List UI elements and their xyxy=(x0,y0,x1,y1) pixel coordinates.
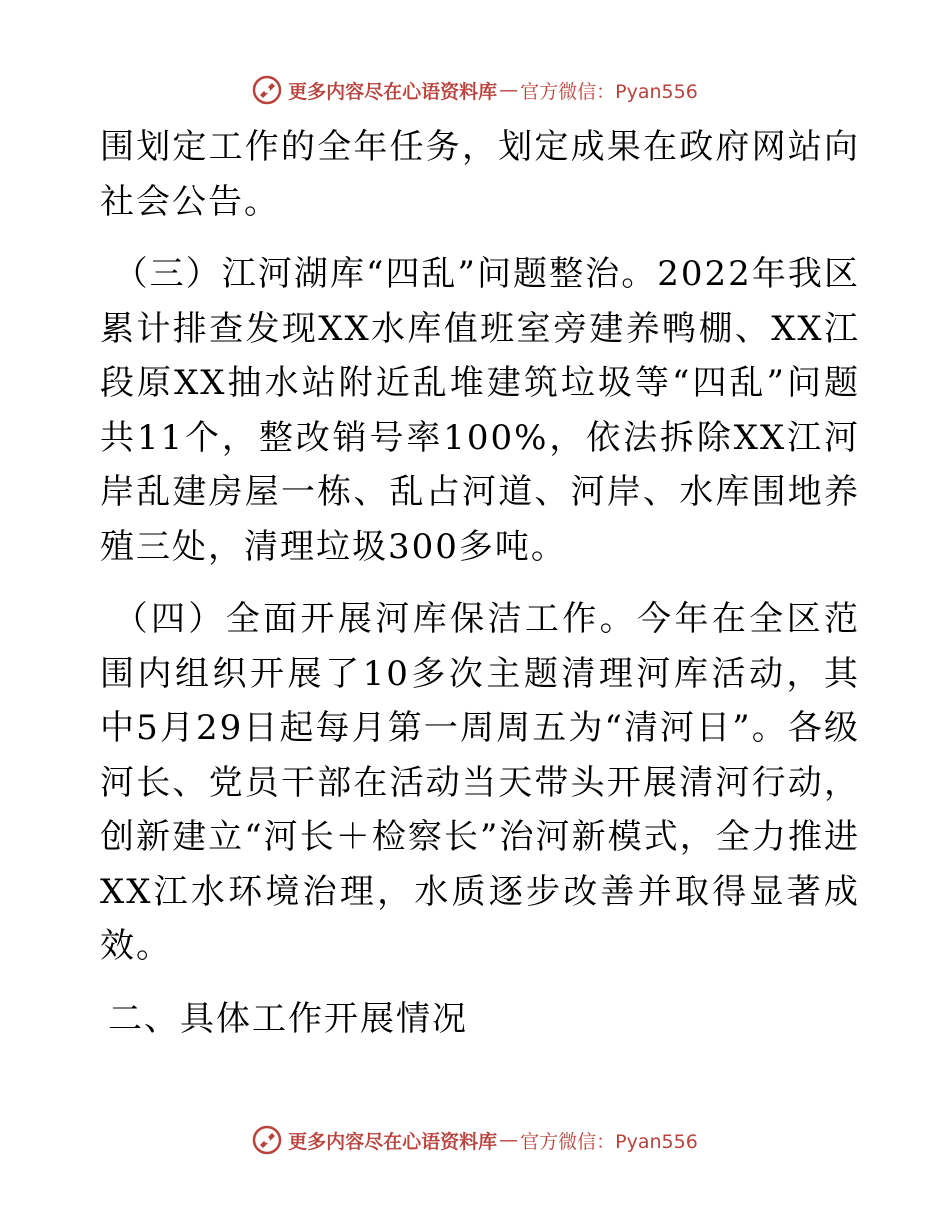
footer-banner-wechat: 官方微信：Pyan556 xyxy=(520,1130,698,1153)
footer-banner-dash: — xyxy=(499,1129,519,1151)
footer-banner-title: 更多内容尽在心语资料库 xyxy=(288,1130,498,1153)
paragraph-section-four: （四）全面开展河库保洁工作。今年在全区范围内组织开展了10多次主题清理河库活动，其中5月29日起每月第一周周五为“清河日”。各级河长、党员干部在活动当天带头开展清河行动，创新建立“河长＋检察长”治河新模式，全力推进XX江水环境治理，水质逐步改善并取得显著成效。 xyxy=(100,599,860,966)
header-banner-title: 更多内容尽在心语资料库 xyxy=(288,80,498,103)
seal-logo-icon xyxy=(252,75,282,105)
footer-banner xyxy=(0,1120,950,1160)
document-body xyxy=(100,120,860,1046)
header-banner-wechat: 官方微信：Pyan556 xyxy=(520,80,698,103)
header-banner-dash: — xyxy=(499,79,519,101)
header-banner xyxy=(0,70,950,110)
paragraph-section-three: （三）江河湖库“四乱”问题整治。2022年我区累计排查发现XX水库值班室旁建养鸭棚、XX江段原XX抽水站附近乱堆建筑垃圾等“四乱”问题共11个，整改销号率100%，依法拆除XX江河岸乱建房屋一栋、乱占河道、河岸、水库围地养殖三处，清理垃圾300多吨。 xyxy=(100,254,860,567)
paragraph-continuation: 围划定工作的全年任务，划定成果在政府网站向社会公告。 xyxy=(100,127,860,222)
section-heading: 二、具体工作开展情况 xyxy=(108,998,468,1039)
seal-logo-icon xyxy=(252,1125,282,1155)
